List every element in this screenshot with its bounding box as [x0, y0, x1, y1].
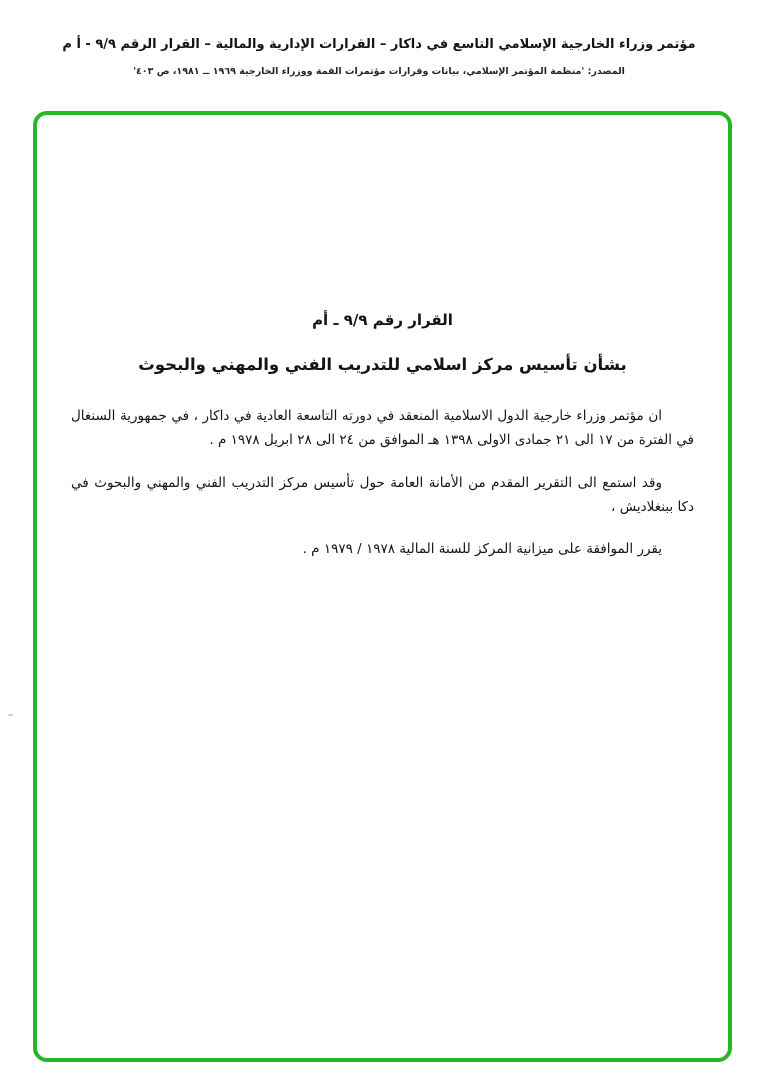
paragraph-preamble: ان مؤتمر وزراء خارجية الدول الاسلامية المنعقد في دورته التاسعة العادية في داكار ، في جمهورية السنغال في الفترة من ١٧ الى ٢١ جمادى الاولى ١٣٩٨ هـ الموافق من ٢٤ الى ٢٨ ابريل ١٩٧٨ م .	[71, 408, 694, 449]
page-header	[0, 36, 758, 77]
document-body	[71, 311, 694, 579]
resolution-number-title: القرار رقم ٩/٩ ـ أم	[312, 311, 453, 329]
paragraph-decision: يقرر الموافقة على ميزانية المركز للسنة المالية ١٩٧٨ / ١٩٧٩ م .	[302, 541, 662, 558]
scan-artifact-speck	[8, 714, 13, 716]
green-document-frame	[33, 111, 732, 1062]
resolution-subject-title: بشأن تأسيس مركز اسلامي للتدريب الفني والمهني والبحوث	[138, 355, 627, 374]
document-header-title: مؤتمر وزراء الخارجية الإسلامي التاسع في داكار – القرارات الإدارية والمالية – القرار الرقم ٩/٩ - أ م	[62, 37, 696, 52]
document-source-line: المصدر: 'منظمة المؤتمر الإسلامي، بيانات وقرارات مؤتمرات القمة ووزراء الخارجية ١٩٦٩ ــ ١٩٨١، ص ٤٠٣'	[133, 66, 625, 78]
paragraph-report: وقد استمع الى التقرير المقدم من الأمانة العامة حول تأسيس مركز التدريب الفني والمهني والبحوث في دكا ببنغلاديش ،	[71, 474, 694, 515]
